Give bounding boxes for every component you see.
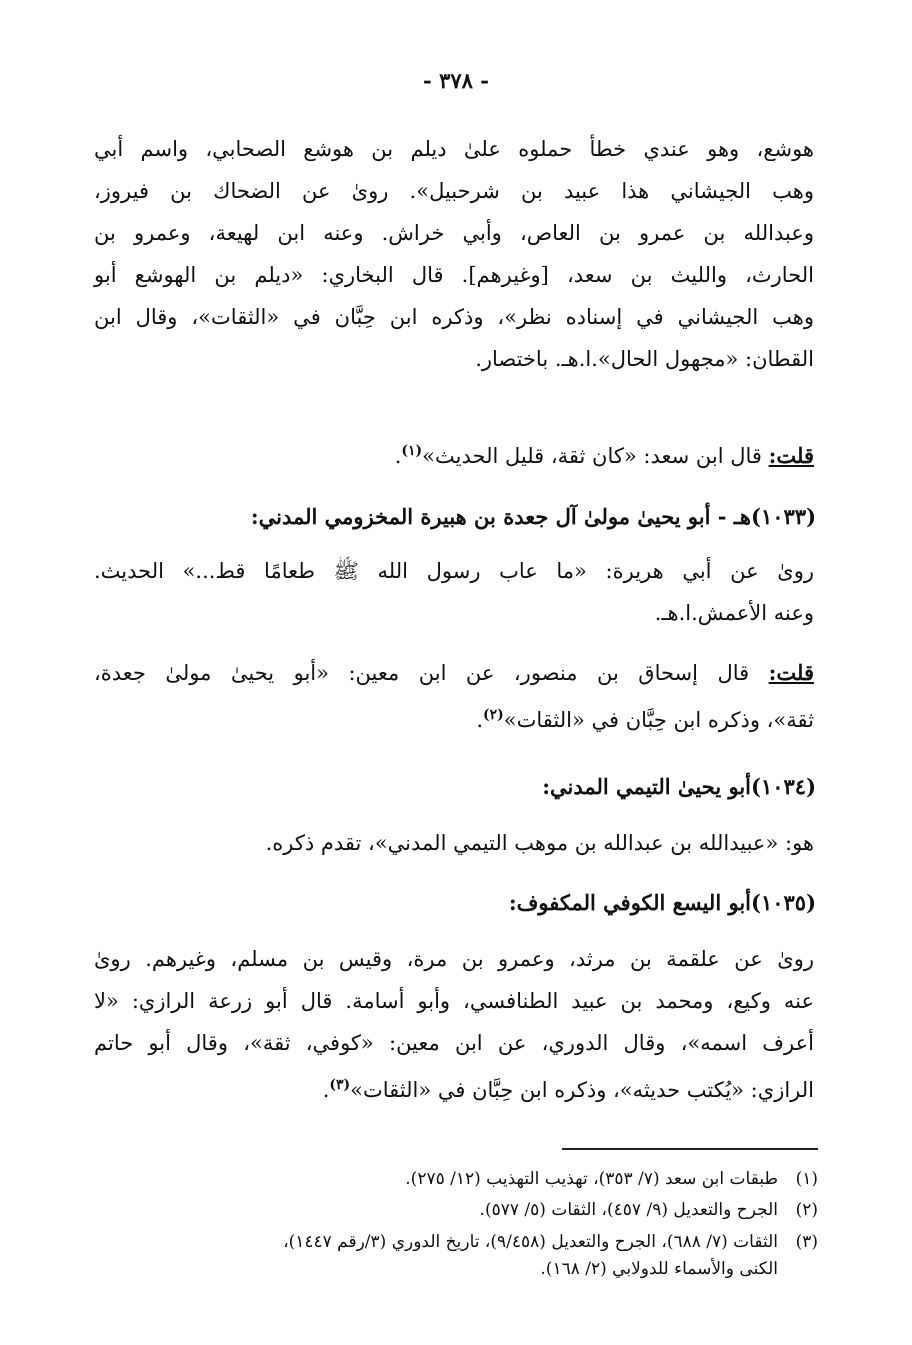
text-line: وعبدالله بن عمرو بن العاص، وأبي خراش. وعنه ابن لهيعة، وعمرو بن xyxy=(94,221,814,245)
footnote-number: (٣) xyxy=(795,1232,818,1252)
qult-text: ثقة»، وذكره ابن حِبَّان في «الثقات» xyxy=(503,708,814,732)
qult-line xyxy=(94,430,814,477)
entry-1033-body xyxy=(94,550,814,634)
text-line: روىٰ عن أبي هريرة: «ما عاب رسول الله ﷺ طعامًا قط...» الحديث. xyxy=(94,559,814,583)
footnote-text: الجرح والتعديل (٩/ ٤٥٧)، الثقات (٥/ ٥٧٧). xyxy=(479,1200,778,1220)
qult-text: قال إسحاق بن منصور، عن ابن معين: «أبو يحيىٰ مولىٰ جعدة، xyxy=(94,661,769,685)
footnote xyxy=(88,1197,818,1224)
text-line: وهب الجيشاني في إسناده نظر»، وذكره ابن حِبَّان في «الثقات»، وقال ابن xyxy=(94,305,814,329)
text-line: روىٰ عن علقمة بن مرثد، وعمرو بن مرة، وقيس بن مسلم، وغيرهم. روىٰ xyxy=(94,947,814,971)
qult-label: قلت: xyxy=(768,443,814,468)
text-line: القطان: «مجهول الحال».ا.هـ. باختصار. xyxy=(475,347,814,371)
entry-1035-body xyxy=(94,938,814,1111)
footnote-number: (١) xyxy=(795,1169,818,1189)
text-line: وهب الجيشاني هذا عبيد بن شرحبيل». روىٰ عن الضحاك بن فيروز، xyxy=(94,179,814,203)
footnote-text-continued: الكنى والأسماء للدولابي (٢/ ١٦٨). xyxy=(540,1259,778,1279)
period: . xyxy=(476,708,483,732)
qult-text: قال ابن سعد: «كان ثقة، قليل الحديث» xyxy=(422,444,769,468)
entry-heading: (١٠٣٥)أبو اليسع الكوفي المكفوف: xyxy=(508,890,816,915)
footnote-separator xyxy=(562,1148,818,1150)
footnote-ref: (٣) xyxy=(329,1077,351,1093)
qult-line xyxy=(94,652,814,694)
entry-heading: (١٠٣٣)هـ - أبو يحيىٰ مولىٰ آل جعدة بن هبيرة المخزومي المدني: xyxy=(250,504,816,529)
qult-remark xyxy=(94,430,814,477)
entry-1035 xyxy=(96,882,816,924)
footnote-text: الثقات (٧/ ٦٨٨)، الجرح والتعديل (٩/٤٥٨)، تاريخ الدوري (٣/رقم ١٤٤٧)، xyxy=(283,1232,778,1252)
footnote-number: (٢) xyxy=(795,1200,818,1220)
entry-1033-qult xyxy=(94,652,814,741)
entry-1034-body xyxy=(94,822,814,864)
entry-1034 xyxy=(96,766,816,808)
page-number: - ٣٧٨ - xyxy=(423,68,489,93)
period: . xyxy=(394,444,402,468)
qult-line xyxy=(94,694,814,741)
text-line: وعنه الأعمش.ا.هـ. xyxy=(654,601,814,625)
text-line: أعرف اسمه»، وقال الدوري، عن ابن معين: «كوفي، ثقة»، وقال أبو حاتم xyxy=(94,1031,814,1055)
paragraph-continuation xyxy=(94,128,814,380)
qult-label: قلت: xyxy=(768,660,814,685)
text-line: الحارث، والليث بن سعد، [وغيرهم]. قال البخاري: «ديلم بن الهوشع أبو xyxy=(94,263,814,287)
footnote xyxy=(88,1166,818,1193)
entry-1033 xyxy=(96,496,816,538)
text-line xyxy=(94,1064,814,1111)
footnote xyxy=(88,1229,818,1283)
footnote-text: طبقات ابن سعد (٧/ ٣٥٣)، تهذيب التهذيب (١٢/ ٢٧٥). xyxy=(405,1169,778,1189)
entry-heading: (١٠٣٤)أبو يحيىٰ التيمي المدني: xyxy=(542,774,816,799)
footnote-ref: (١) xyxy=(401,443,423,459)
period: . xyxy=(322,1078,330,1102)
footnote-ref: (٢) xyxy=(483,707,504,723)
text-line: هو: «عبيدالله بن عبدالله بن موهب التيمي المدني»، تقدم ذكره. xyxy=(265,831,814,855)
text-line: عنه وكيع، ومحمد بن عبيد الطنافسي، وأبو أسامة. قال أبو زرعة الرازي: «لا xyxy=(94,989,814,1013)
text-line: هوشع، وهو عندي خطأ حملوه علىٰ ديلم بن هوشع الصحابي، واسم أبي xyxy=(94,137,814,161)
text-segment: الرازي: «يُكتب حديثه»، وذكره ابن حِبَّان في «الثقات» xyxy=(350,1078,814,1102)
